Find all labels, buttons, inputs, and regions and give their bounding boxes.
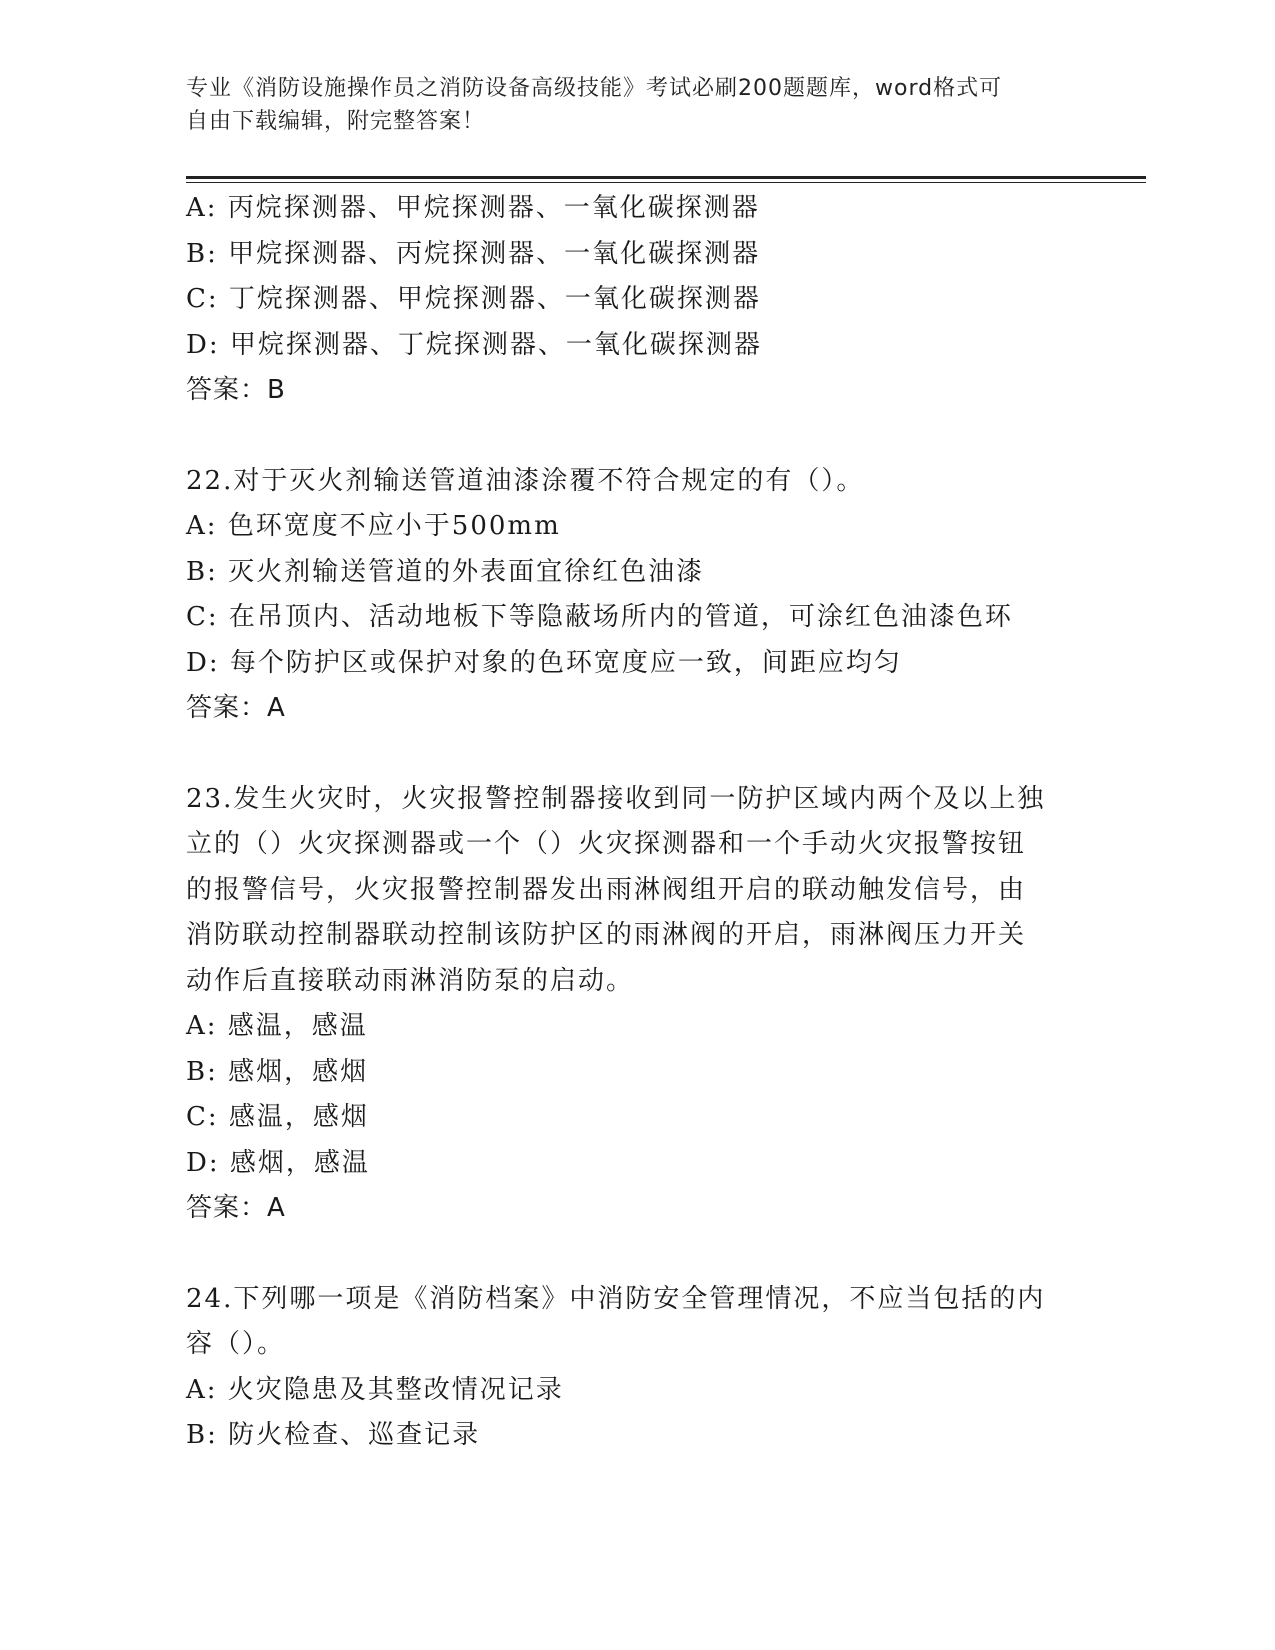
question-text-line: 动作后直接联动雨淋消防泵的启动。 <box>186 965 635 996</box>
question-21 <box>186 186 1066 414</box>
document-header <box>186 72 1066 138</box>
option-d: D: 每个防护区或保护对象的色环宽度应一致，间距应均匀 <box>186 647 902 678</box>
document-body <box>186 186 1066 1459</box>
option-b: B: 防火检查、巡查记录 <box>186 1420 481 1450</box>
question-text-line: 23.发生火灾时，火灾报警控制器接收到同一防护区域内两个及以上独 <box>186 783 1046 814</box>
header-line-1: 专业《消防设施操作员之消防设备高级技能》考试必刷200题题库，word格式可 <box>186 76 1003 101</box>
question-text-line: 立的（）火灾探测器或一个（）火灾探测器和一个手动火灾报警按钮 <box>186 829 1027 859</box>
option-b: B: 感烟，感烟 <box>186 1056 369 1087</box>
option-a: A: 感温，感温 <box>186 1011 368 1041</box>
option-c: C: 在吊顶内、活动地板下等隐蔽场所内的管道，可涂红色油漆色环 <box>186 602 1013 632</box>
question-text-line: 的报警信号，火灾报警控制器发出雨淋阀组开启的联动触发信号，由 <box>186 874 1027 905</box>
option-a: A: 色环宽度不应小于500mm <box>186 511 561 541</box>
question-text: 22.对于灭火剂输送管道油漆涂覆不符合规定的有（）。 <box>186 465 865 496</box>
option-a: A: 丙烷探测器、甲烷探测器、一氧化碳探测器 <box>186 193 760 223</box>
header-line-2: 自由下载编辑，附完整答案！ <box>186 109 486 134</box>
question-24 <box>186 1277 1066 1459</box>
answer: 答案：A <box>186 1193 286 1223</box>
option-c: C: 感温，感烟 <box>186 1102 369 1132</box>
option-c: C: 丁烷探测器、甲烷探测器、一氧化碳探测器 <box>186 284 761 314</box>
option-b: B: 甲烷探测器、丙烷探测器、一氧化碳探测器 <box>186 238 761 269</box>
question-text-line: 容（）。 <box>186 1329 286 1359</box>
option-d: D: 感烟，感温 <box>186 1147 370 1178</box>
header-divider-thick <box>186 176 1146 179</box>
option-a: A: 火灾隐患及其整改情况记录 <box>186 1374 564 1405</box>
question-23 <box>186 777 1066 1232</box>
question-22 <box>186 459 1066 732</box>
answer: 答案：B <box>186 375 286 405</box>
question-text-line: 24.下列哪一项是《消防档案》中消防安全管理情况，不应当包括的内 <box>186 1283 1046 1314</box>
answer: 答案：A <box>186 693 286 723</box>
option-b: B: 灭火剂输送管道的外表面宜徐红色油漆 <box>186 556 705 587</box>
question-text-line: 消防联动控制器联动控制该防护区的雨淋阀的开启，雨淋阀压力开关 <box>186 920 1027 950</box>
header-divider-thin <box>186 182 1146 183</box>
option-d: D: 甲烷探测器、丁烷探测器、一氧化碳探测器 <box>186 329 762 360</box>
